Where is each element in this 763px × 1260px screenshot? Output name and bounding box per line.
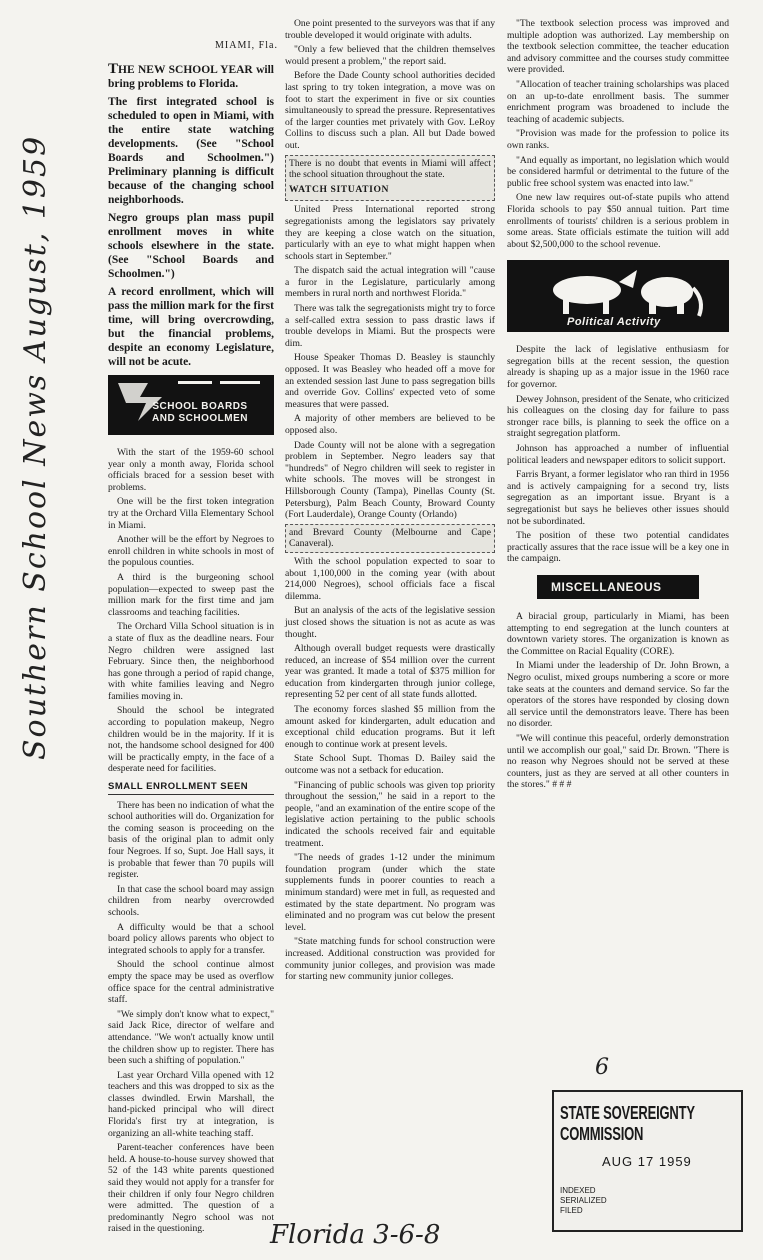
intro-paragraph: The first integrated school is scheduled to open in Miami, with the entire state watching developments. (See "School Boards and Schoolmen.") Preliminary planning is difficult because of the changing school neighborhoods. — [108, 96, 274, 206]
article-paragraph: "Allocation of teacher training scholarships was placed on an up-to-date enrollment basis. The summer enrichment program was broadened to include the teaching of academic subjects. — [507, 78, 729, 125]
stamp-date: AUG 17 1959 — [602, 1154, 692, 1169]
article-paragraph: "We will continue this peaceful, orderly demonstration until we accomplish our goal," said Dr. Brown. "There is no reason why Negroes should not be served at these counters, just as they are served at all other counters in the stores." # # # — [507, 732, 729, 791]
commission-stamp — [552, 1090, 743, 1232]
column-3 — [507, 18, 729, 794]
article-paragraph: Should the school continue almost empty the space may be used as overflow office space for the central administrative staff. — [108, 959, 274, 1006]
intro-paragraph: THE NEW SCHOOL YEAR will bring problems to Florida. — [108, 61, 274, 90]
stamp-title: STATE SOVEREIGNTY COMMISSION — [560, 1102, 695, 1144]
article-paragraph: Dewey Johnson, president of the Senate, who criticized his colleagues on the closing day for failure to pass stronger race bills, is planning to seek the office on a straight segregation platform. — [507, 393, 729, 440]
article-paragraph: The Orchard Villa School situation is in a state of flux as the deadline nears. Four Negro children were assigned last February. Since then, the neighborhood has gone through a period of rapid change, with white families leaving and Negro families moving in. — [108, 621, 274, 702]
article-paragraph: "The textbook selection process was improved and multiple adoption was authorized. Lay membership on the textbook selection committee, the teacher education and advisory committee and the courses study committee were provided. — [507, 18, 729, 76]
stamp-indexed: INDEXED — [560, 1186, 596, 1195]
article-paragraph: Another will be the effort by Negroes to enroll children in white schools in most of the populous counties. — [108, 534, 274, 569]
article-paragraph: Johnson has approached a number of influential political leaders and newspaper editors to solicit support. — [507, 443, 729, 466]
article-paragraph: "Financing of public schools was given top priority throughout the session," he said in a report to the people, "and an examination of the entire scope of the legislative action pertaining to the public schools indicated the schools received fair and equitable treatment. — [285, 779, 495, 849]
article-paragraph: Last year Orchard Villa opened with 12 teachers and this was dropped to six as the classes dwindled. Erwin Marshall, the hand-picked principal who will direct Florida's first try at integration, is organizing an all-white teaching staff. — [108, 1069, 274, 1139]
political-activity-banner — [507, 260, 729, 332]
article-paragraph: "We simply don't know what to expect," said Jack Rice, director of welfare and attendance. "We won't actually know until the children show up to register. There has been such a shifting of population." — [108, 1008, 274, 1067]
stamp-filed: FILED — [560, 1206, 583, 1215]
highlighted-passage: and Brevard County (Melbourne and Cape Canaveral). — [285, 524, 495, 553]
small-enrollment-subhead: SMALL ENROLLMENT SEEN — [108, 781, 274, 795]
handwritten-mark: 6 — [595, 1055, 609, 1080]
article-paragraph: Although overall budget requests were drastically reduced, an increase of $54 million over the current year was granted. It made a total of $375 million for education from kindergarten through junior college, representing 52 per cent of all state funds allotted. — [285, 643, 495, 701]
article-paragraph: "The needs of grades 1-12 under the minimum foundation program (under which the state supplements funds in poorer counties to reach a minimum standard) were met in full, as requested and estimated by the state department. No program was eliminated and no program was cut below the present level. — [285, 852, 495, 933]
article-paragraph: Despite the lack of legislative enthusiasm for segregation bills at the recent session, the question already is shaping up as a major issue in the 1960 race for governor. — [507, 344, 729, 391]
article-paragraph: In Miami under the leadership of Dr. John Brown, a Negro oculist, mixed groups numbering a score or more take seats at the counters and demand service. So far the operators of the stores have responded by closing down all service until the demonstrators leave. There has been no disorder. — [507, 660, 729, 730]
handwritten-source-note: Southern School News August, 1959 — [18, 134, 53, 760]
article-paragraph: One point presented to the surveyors was that if any trouble developed it would originate with adults. — [285, 18, 495, 41]
political-activity-label: Political Activity — [567, 316, 661, 329]
article-paragraph: Parent-teacher conferences have been held. A house-to-house survey showed that 52 of the 143 white parents questioned said they would not apply for a transfer for their children if only four Negro children were admitted. The question of a predominantly Negro school was not raised in the questioning. — [108, 1142, 274, 1235]
article-paragraph: The dispatch said the actual integration will "cause a furor in the Legislature, particularly among members in rural north and northwest Florida." — [285, 265, 495, 300]
article-paragraph: With the school population expected to soar to about 1,100,000 in the coming year (with about 214,000 Negroes), school officials face a fiscal dilemma. — [285, 555, 495, 602]
article-paragraph: "And equally as important, no legislation which would be considered harmful or detrimental to the future of the public free school system was enacted into law." — [507, 154, 729, 189]
article-paragraph: United Press International reported strong segregationists among the legislators say privately they are keeping a close watch on the situation, particularly with an eye to what might happen when schools start in September." — [285, 204, 495, 262]
article-paragraph: "Only a few believed that the children themselves would present a problem," the report said. — [285, 44, 495, 67]
article-paragraph: But an analysis of the acts of the legislative session just closed shows the situation is not as acute as was thought. — [285, 605, 495, 640]
article-paragraph: A majority of other members are believed to be opposed also. — [285, 413, 495, 436]
watch-situation-subhead: WATCH SITUATION — [289, 183, 390, 195]
article-paragraph: There was talk the segregationists might try to force a self-called extra session to pass drastic laws if trouble develops in Miami. But the prospects were dim. — [285, 303, 495, 349]
miscellaneous-banner — [537, 575, 699, 599]
banner-line-2: AND SCHOOLMEN — [152, 413, 248, 424]
school-boards-banner — [108, 375, 274, 435]
highlighted-text: There is no doubt that events in Miami will affect the school situation throughout the state. — [289, 157, 491, 181]
intro-paragraph: A record enrollment, which will pass the million mark for the first time, will bring overcrowding, but the financial problems, despite an economy Legislature, will not be acute. — [108, 286, 274, 368]
article-paragraph: There has been no indication of what the school authorities will do. Organization for the coming season is proceeding on the basis of the original plan to admit only four Negroes. If so, Supt. Joe Hall says, it is probable that fewer than 70 pupils will register. — [108, 799, 274, 881]
stamp-serialized: SERIALIZED — [560, 1196, 607, 1205]
article-paragraph: One will be the first token integration try at the Orchard Villa Elementary School in Miami. — [108, 496, 274, 531]
article-paragraph: The position of these two potential candidates practically assures that the race issue will be a key one in the campaign. — [507, 530, 729, 565]
dateline: MIAMI, Fla. — [215, 40, 278, 51]
intro-block — [108, 62, 274, 369]
banner-line-1: SCHOOL BOARDS — [152, 401, 248, 412]
article-paragraph: In that case the school board may assign children from nearby overcrowded schools. — [108, 883, 274, 918]
article-paragraph: The economy forces slashed $5 million from the amount asked for kindergarten, adult education and exceptional child education programs. But it left enough to continue work at present levels. — [285, 704, 495, 750]
article-paragraph: "State matching funds for school construction were increased. Additional construction was provided for community junior colleges, and provision was made for starting new community junior colleges. — [285, 936, 495, 983]
handwritten-file-number: Florida 3-6-8 — [270, 1220, 441, 1250]
article-paragraph: Farris Bryant, a former legislator who ran third in 1956 and is actively campaigning for a second try, lists segregation as an important issue. Bryant is a segregationist but says he believes other issues should not be subordinated. — [507, 469, 729, 527]
article-paragraph: "Provision was made for the profession to police its own ranks. — [507, 128, 729, 151]
article-paragraph: Should the school be integrated according to population makeup, Negro children would be in the majority. If it is not, the handsome school designed for 400 will be practically empty, in the face of a desperate need for facilities. — [108, 705, 274, 775]
column-1 — [108, 40, 274, 1238]
miscellaneous-label: MISCELLANEOUS — [551, 579, 662, 594]
article-paragraph: State School Supt. Thomas D. Bailey said the outcome was not a setback for education. — [285, 753, 495, 777]
highlighted-passage — [285, 155, 495, 202]
article-paragraph: Before the Dade County school authorities decided last spring to try token integration, a move was on foot to start the experiment in five or six counties simultaneously to spread the pressure. Representatives of the larger counties met privately with Gov. LeRoy Collins to discuss such a plan. All but Dade bowed out. — [285, 70, 495, 151]
intro-paragraph: Negro groups plan mass pupil enrollment moves in white schools elsewhere in the state. (See "School Boards and Schoolmen.") — [108, 212, 274, 280]
article-paragraph: A third is the burgeoning school population—expected to sweep past the million mark for the first time and jam classrooms and teaching facilities. — [108, 571, 274, 618]
article-paragraph: Dade County will not be alone with a segregation problem in September. Negro leaders say that "hundreds" of Negro children will seek to register in white schools. The moves will be strongest in Hillsborough County (Tampa), Pinellas County (St. Petersburg), Palm Beach County, Broward County (Fort Lauderdale), Orange County (Orlando) — [285, 439, 495, 521]
article-paragraph: With the start of the 1959-60 school year only a month away, Florida school officials braced for a session beset with problems. — [108, 447, 274, 493]
article-paragraph: House Speaker Thomas D. Beasley is staunchly opposed. It was Beasley who headed off a move for an extended session last June to pass segregation bills and override Gov. Collins' expected veto of some measures that were passed. — [285, 352, 495, 410]
article-paragraph: A difficulty would be that a school board policy allows parents who object to integrated schools to apply for a transfer. — [108, 921, 274, 956]
column-2 — [285, 18, 495, 986]
stamp-fields — [560, 1186, 607, 1216]
article-paragraph: One new law requires out-of-state pupils who attend Florida schools to pay $50 annual tuition. Part time enrollments of tourists' children is a serious problem in some areas. State officials estimate the tuition will add about $2,500,000 to the school revenue. — [507, 192, 729, 250]
article-paragraph: A biracial group, particularly in Miami, has been attempting to end segregation at the lunch counters at downtown variety stores. The organization is known as the Committee on Racial Equality (CORE). — [507, 610, 729, 657]
